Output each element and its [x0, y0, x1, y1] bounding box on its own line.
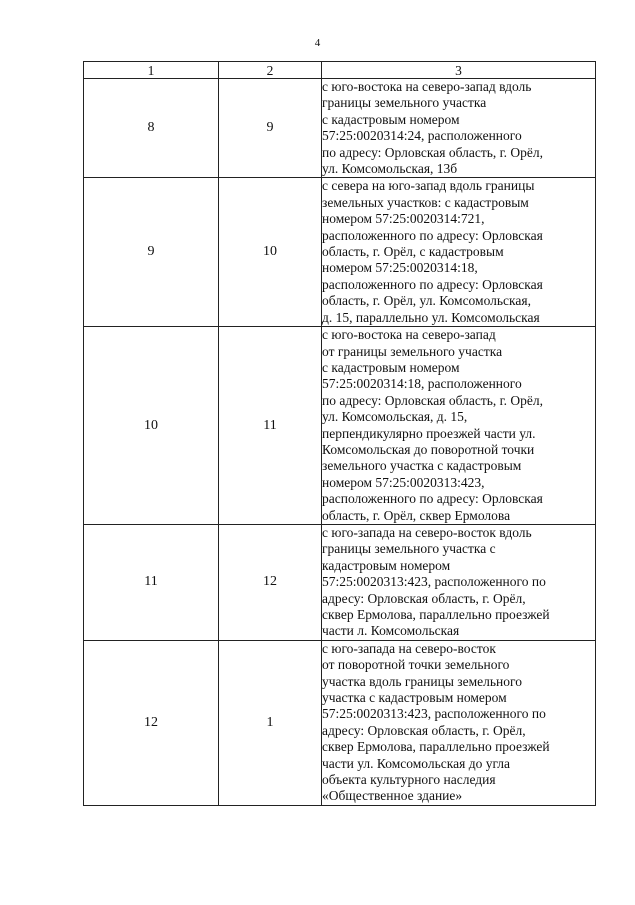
- point-from-cell: 11: [84, 524, 219, 640]
- description-line: земельных участков: с кадастровым: [322, 194, 529, 210]
- description-line: с юго-запада на северо-восток вдоль: [322, 524, 532, 540]
- description-line: сквер Ермолова, параллельно проезжей: [322, 739, 550, 755]
- description-line: область, г. Орёл, с кадастровым: [322, 244, 504, 260]
- description-line: с кадастровым номером: [322, 359, 460, 375]
- description-line: от поворотной точки земельного: [322, 657, 510, 673]
- description-line: область, г. Орёл, сквер Ермолова: [322, 507, 511, 523]
- description-line: участка вдоль границы земельного: [322, 673, 522, 689]
- description-line: номером 57:25:0020314:18,: [322, 260, 478, 276]
- column-header: 1: [84, 62, 219, 79]
- description-line: части л. Комсомольская: [322, 623, 460, 639]
- description-line: по адресу: Орловская область, г. Орёл,: [322, 144, 544, 160]
- page-number: 4: [314, 37, 321, 49]
- description-line: «Общественное здание»: [322, 788, 463, 804]
- description-line: область, г. Орёл, ул. Комсомольская,: [322, 293, 531, 309]
- description-line: расположенного по адресу: Орловская: [322, 227, 543, 243]
- point-to-cell: 12: [219, 524, 322, 640]
- description-line: д. 15, параллельно ул. Комсомольская: [322, 309, 540, 325]
- boundary-description-cell: [322, 640, 596, 805]
- description-line: Комсомольская до поворотной точки: [322, 441, 535, 457]
- description-line: 57:25:0020314:24, расположенного: [322, 128, 522, 144]
- description-line: 57:25:0020314:18, расположенного: [322, 376, 522, 392]
- point-to-cell: 9: [219, 79, 322, 178]
- description-line: границы земельного участка: [322, 95, 487, 111]
- table-header-row: [84, 62, 596, 79]
- description-line: кадастровым номером: [322, 557, 451, 573]
- description-line: адресу: Орловская область, г. Орёл,: [322, 722, 526, 738]
- table-row: [84, 79, 596, 178]
- description-line: с юго-востока на северо-запад: [322, 327, 496, 343]
- description-line: границы земельного участка с: [322, 541, 496, 557]
- description-line: 57:25:0020313:423, расположенного по: [322, 706, 546, 722]
- description-line: 57:25:0020313:423, расположенного по: [322, 574, 546, 590]
- description-line: с кадастровым номером: [322, 111, 460, 127]
- description-line: части ул. Комсомольская до угла: [322, 755, 511, 771]
- description-line: по адресу: Орловская область, г. Орёл,: [322, 392, 544, 408]
- description-line: номером 57:25:0020314:721,: [322, 211, 485, 227]
- column-header: 3: [322, 62, 596, 79]
- description-line: от границы земельного участка: [322, 343, 503, 359]
- point-to-cell: 11: [219, 327, 322, 525]
- column-header: 2: [219, 62, 322, 79]
- point-to-cell: 1: [219, 640, 322, 805]
- description-line: участка с кадастровым номером: [322, 690, 507, 706]
- point-to-cell: 10: [219, 178, 322, 327]
- description-line: адресу: Орловская область, г. Орёл,: [322, 590, 526, 606]
- boundary-table: [83, 61, 596, 806]
- boundary-description-cell: [322, 327, 596, 525]
- boundary-description-cell: [322, 178, 596, 327]
- description-line: ул. Комсомольская, 13б: [322, 161, 458, 177]
- boundary-description-cell: [322, 79, 596, 178]
- description-line: с севера на юго-запад вдоль границы: [322, 178, 535, 194]
- point-from-cell: 12: [84, 640, 219, 805]
- description-line: сквер Ермолова, параллельно проезжей: [322, 607, 550, 622]
- description-line: расположенного по адресу: Орловская: [322, 491, 543, 507]
- description-line: перпендикулярно проезжей части ул.: [322, 425, 536, 441]
- point-from-cell: 10: [84, 327, 219, 525]
- description-line: земельного участка с кадастровым: [322, 458, 522, 474]
- description-line: номером 57:25:0020313:423,: [322, 474, 485, 490]
- table-row: [84, 524, 596, 640]
- table-row: [84, 178, 596, 327]
- description-line: объекта культурного наследия: [322, 772, 496, 788]
- description-line: с юго-востока на северо-запад вдоль: [322, 79, 532, 94]
- description-line: с юго-запада на северо-восток: [322, 640, 496, 656]
- table-row: [84, 640, 596, 805]
- table-row: [84, 327, 596, 525]
- description-line: ул. Комсомольская, д. 15,: [322, 409, 468, 425]
- point-from-cell: 9: [84, 178, 219, 327]
- boundary-description-cell: [322, 524, 596, 640]
- point-from-cell: 8: [84, 79, 219, 178]
- description-line: расположенного по адресу: Орловская: [322, 276, 543, 292]
